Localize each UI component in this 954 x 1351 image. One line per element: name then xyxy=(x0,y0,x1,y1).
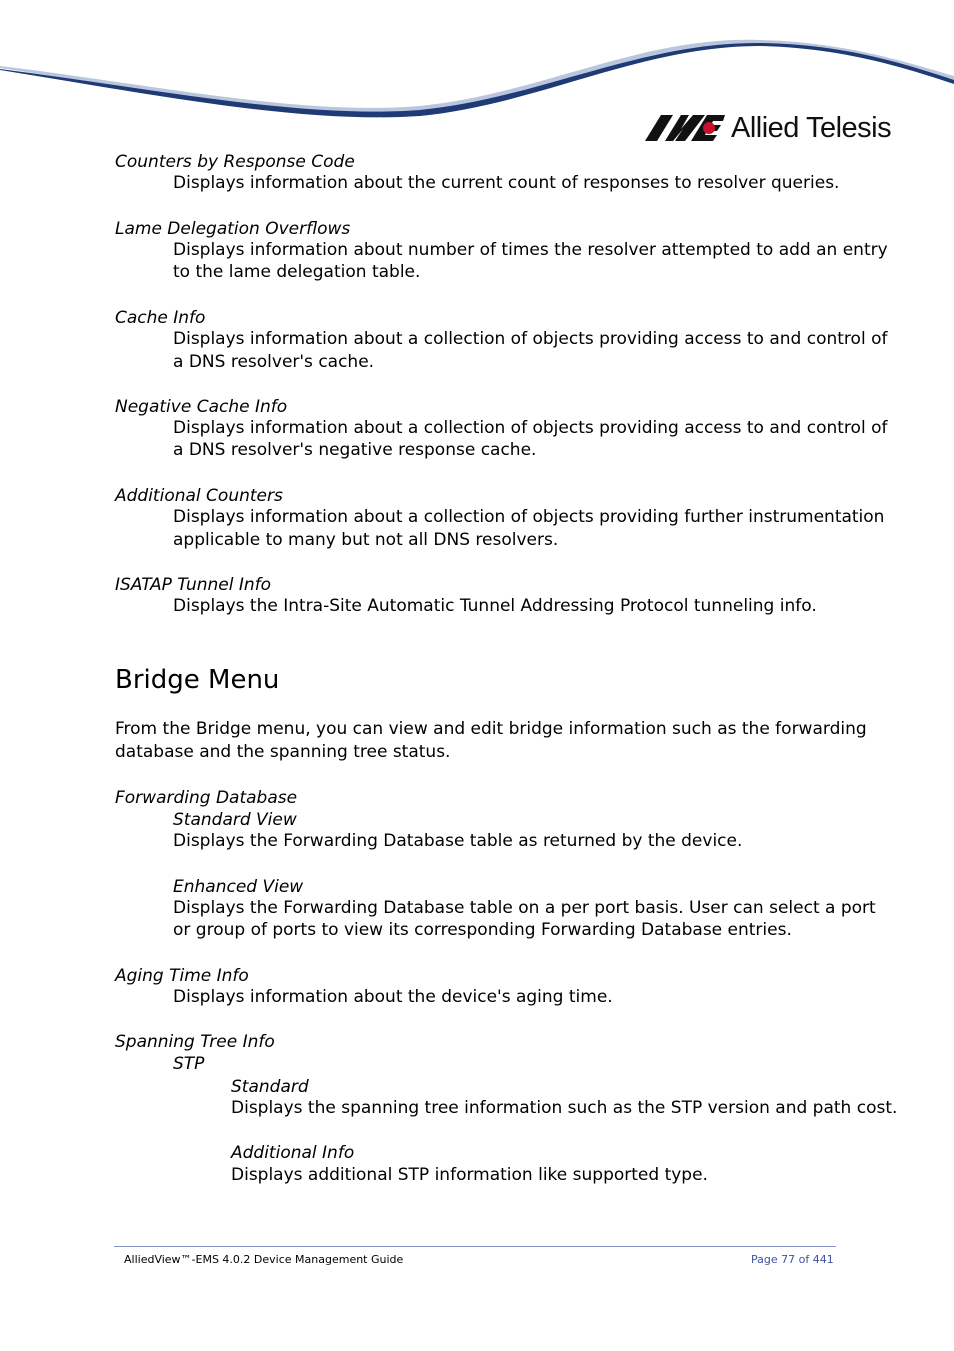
allied-telesis-logo xyxy=(645,110,891,146)
desc-line: Displays information about the current count of responses to resolver queries. xyxy=(173,173,840,193)
term-cache-info: Cache Info xyxy=(115,308,206,328)
intro-line: From the Bridge menu, you can view and edit bridge information such as the forwarding xyxy=(115,719,867,739)
term-standard-view: Standard View xyxy=(173,810,297,830)
term-spanning-tree-info: Spanning Tree Info xyxy=(115,1032,275,1052)
desc-line: applicable to many but not all DNS resolvers. xyxy=(173,530,559,550)
term-lame-delegation-overflows: Lame Delegation Overflows xyxy=(115,219,351,239)
desc-line: a DNS resolver's negative response cache. xyxy=(173,440,537,460)
allied-telesis-logo-mark-icon xyxy=(645,115,725,141)
desc-line: Displays the Intra-Site Automatic Tunnel Addressing Protocol tunneling info. xyxy=(173,596,817,616)
desc-line: Displays information about a collection of objects providing access to and control of xyxy=(173,418,888,438)
desc-line: Displays information about number of times the resolver attempted to add an entry xyxy=(173,240,888,260)
term-additional-counters: Additional Counters xyxy=(115,486,283,506)
footer-document-title: AlliedView™-EMS 4.0.2 Device Management Guide xyxy=(124,1253,404,1266)
desc-line: Displays the Forwarding Database table on a per port basis. User can select a port xyxy=(173,898,876,918)
term-standard: Standard xyxy=(231,1077,309,1097)
logo-text: Allied Telesis xyxy=(731,112,892,144)
term-forwarding-database: Forwarding Database xyxy=(115,788,298,808)
intro-line: database and the spanning tree status. xyxy=(115,742,451,762)
desc-line: Displays information about the device's aging time. xyxy=(173,987,613,1007)
term-counters-by-response-code: Counters by Response Code xyxy=(115,152,355,172)
desc-line: or group of ports to view its corresponding Forwarding Database entries. xyxy=(173,920,792,940)
term-aging-time-info: Aging Time Info xyxy=(115,966,249,986)
desc-line: Displays the Forwarding Database table as returned by the device. xyxy=(173,831,743,851)
desc-line: Displays information about a collection of objects providing further instrumentation xyxy=(173,507,885,527)
desc-line: Displays additional STP information like supported type. xyxy=(231,1165,708,1185)
section-heading-bridge-menu: Bridge Menu xyxy=(115,665,280,695)
term-isatap-tunnel-info: ISATAP Tunnel Info xyxy=(115,575,272,595)
desc-line: Displays the spanning tree information such as the STP version and path cost. xyxy=(231,1098,898,1118)
footer-divider xyxy=(114,1246,836,1247)
desc-line: to the lame delegation table. xyxy=(173,262,421,282)
desc-line: a DNS resolver's cache. xyxy=(173,352,375,372)
footer-page-number: Page 77 of 441 xyxy=(751,1253,834,1266)
term-enhanced-view: Enhanced View xyxy=(173,877,304,897)
term-additional-info: Additional Info xyxy=(231,1143,355,1163)
term-negative-cache-info: Negative Cache Info xyxy=(115,397,288,417)
term-stp: STP xyxy=(173,1054,205,1074)
desc-line: Displays information about a collection of objects providing access to and control of xyxy=(173,329,888,349)
